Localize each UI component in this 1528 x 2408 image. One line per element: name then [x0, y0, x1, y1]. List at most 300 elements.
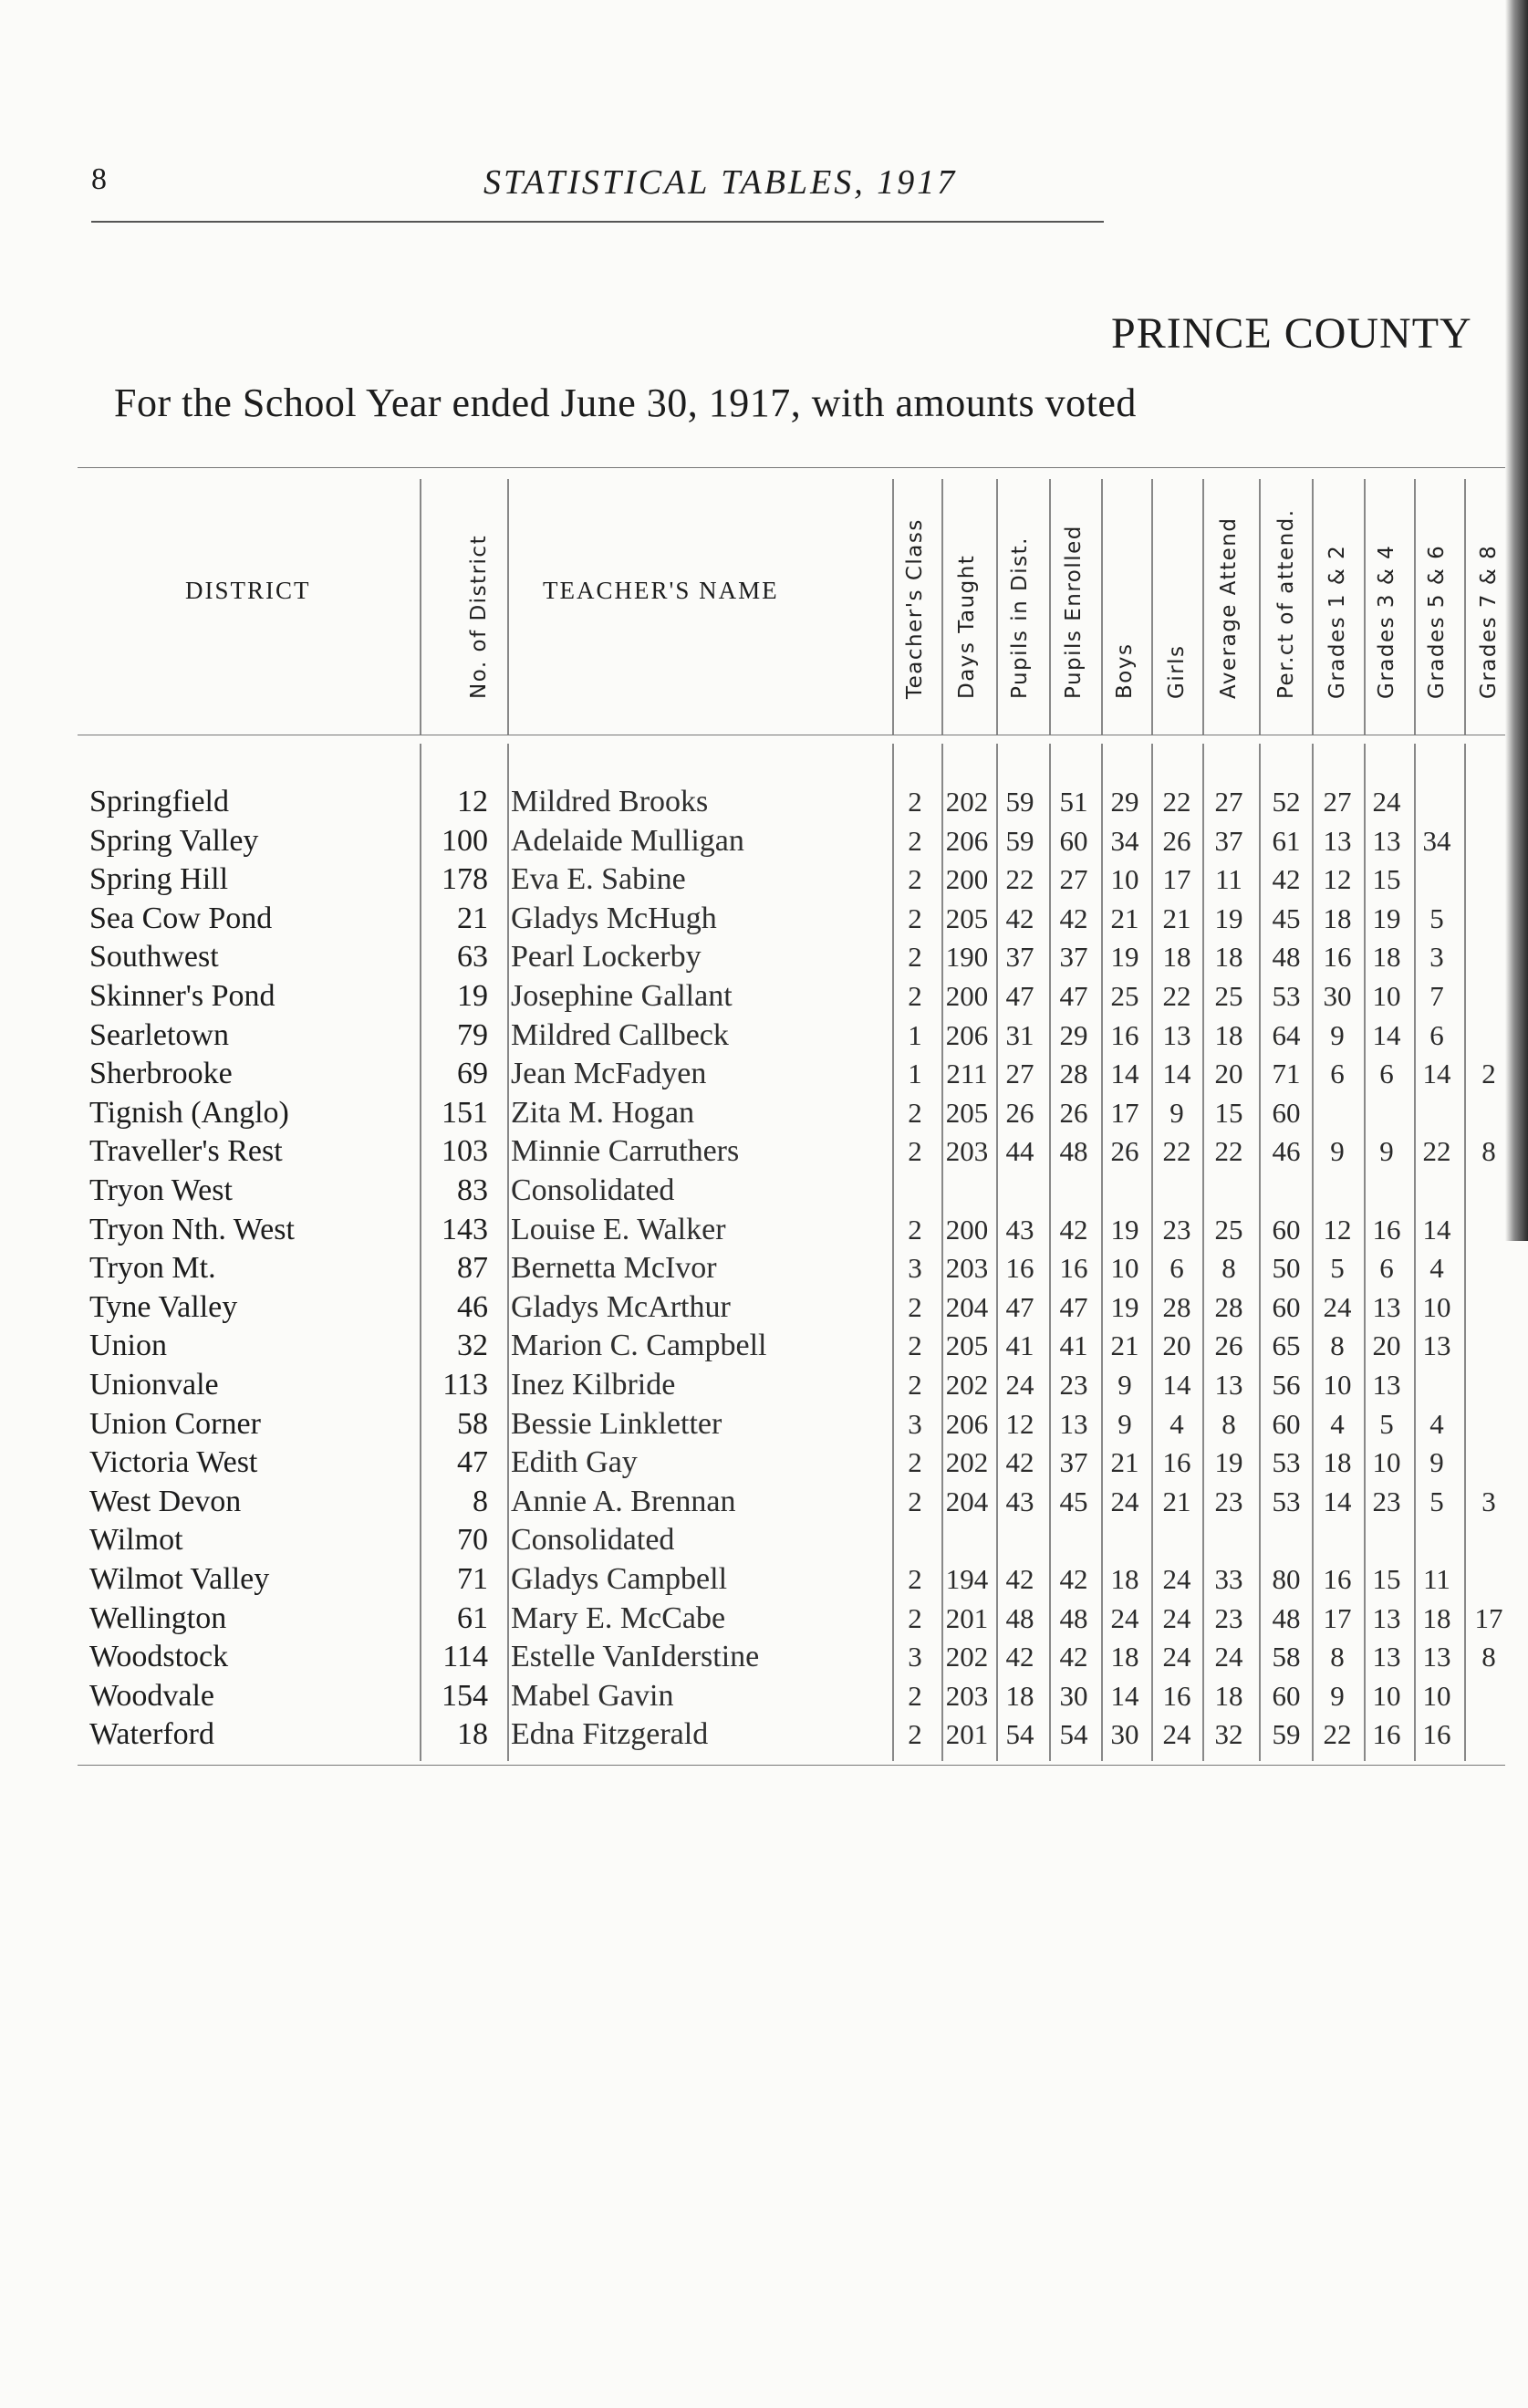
days-taught-cell: 204 — [945, 1290, 989, 1323]
table-bottom-rule — [78, 1765, 1505, 1766]
boys-cell: 21 — [1110, 1329, 1139, 1362]
girls-cell: 22 — [1162, 980, 1191, 1012]
girls-cell: 20 — [1162, 1329, 1191, 1362]
boys-cell: 9 — [1117, 1407, 1132, 1440]
pupils-in-dist-cell: 44 — [1005, 1135, 1034, 1168]
pupils-in-dist-cell: 27 — [1005, 1058, 1034, 1090]
grades-7-8-cell: 8 — [1481, 1135, 1496, 1168]
grades-1-2-cell: 16 — [1323, 1563, 1352, 1595]
percent-attend-cell: 42 — [1272, 863, 1301, 896]
district-cell: Spring Valley — [89, 823, 259, 858]
grades-3-4-cell: 10 — [1372, 1679, 1401, 1712]
teacher-name-cell: Edith Gay — [511, 1445, 638, 1480]
percent-attend-cell: 48 — [1272, 1601, 1301, 1634]
percent-attend-cell: 60 — [1272, 1290, 1301, 1323]
district-cell: Wellington — [89, 1600, 227, 1635]
table-row — [0, 783, 1505, 821]
table-row — [0, 977, 1505, 1016]
grades-5-6-cell: 11 — [1423, 1563, 1450, 1595]
district-cell: Tignish (Anglo) — [89, 1095, 289, 1130]
teacher-name-cell: Josephine Gallant — [511, 979, 733, 1013]
district-number-cell: 8 — [473, 1484, 488, 1518]
boys-cell: 25 — [1110, 980, 1139, 1012]
boys-cell: 14 — [1110, 1058, 1139, 1090]
table-row — [0, 1211, 1505, 1249]
district-number-cell: 47 — [457, 1445, 488, 1480]
table-row — [0, 938, 1505, 976]
teacher-name-cell: Consolidated — [511, 1523, 675, 1558]
girls-cell: 18 — [1162, 941, 1191, 974]
header-no-district: No. of District — [467, 534, 491, 699]
teachers-class-cell: 2 — [908, 1718, 922, 1751]
district-cell: Southwest — [89, 940, 219, 975]
grades-1-2-cell: 8 — [1330, 1329, 1345, 1362]
days-taught-cell: 201 — [945, 1601, 989, 1634]
percent-attend-cell: 45 — [1272, 902, 1301, 934]
pupils-in-dist-cell: 42 — [1005, 1563, 1034, 1595]
grades-5-6-cell: 34 — [1422, 824, 1451, 857]
pupils-in-dist-cell: 59 — [1005, 824, 1034, 857]
table-header — [78, 474, 1505, 735]
table-row — [0, 1288, 1505, 1327]
district-number-cell: 151 — [442, 1095, 488, 1130]
boys-cell: 30 — [1110, 1718, 1139, 1751]
table-row — [0, 1055, 1505, 1093]
grades-3-4-cell: 15 — [1372, 1563, 1401, 1595]
teacher-name-cell: Adelaide Mulligan — [511, 823, 744, 858]
pupils-enrolled-cell: 13 — [1059, 1407, 1088, 1440]
running-head — [91, 162, 1478, 217]
district-number-cell: 79 — [457, 1017, 488, 1052]
pupils-enrolled-cell: 54 — [1059, 1718, 1088, 1751]
grades-1-2-cell: 8 — [1330, 1641, 1345, 1673]
table-subtitle: For the School Year ended June 30, 1917, with amounts voted — [114, 380, 1137, 425]
header-district: DISTRICT — [185, 577, 311, 604]
teachers-class-cell: 2 — [908, 786, 922, 818]
average-attend-cell: 8 — [1221, 1407, 1236, 1440]
percent-attend-cell: 60 — [1272, 1679, 1301, 1712]
header-grades-1-2: Grades 1 & 2 — [1325, 544, 1349, 699]
days-taught-cell: 211 — [946, 1058, 988, 1090]
teachers-class-cell: 2 — [908, 941, 922, 974]
district-cell: Searletown — [89, 1017, 229, 1052]
column-rule — [892, 479, 894, 735]
grades-1-2-cell: 10 — [1323, 1369, 1352, 1401]
percent-attend-cell: 60 — [1272, 1096, 1301, 1129]
district-number-cell: 46 — [457, 1289, 488, 1324]
grades-5-6-cell: 22 — [1422, 1135, 1451, 1168]
district-number-cell: 143 — [442, 1212, 488, 1246]
table-row — [0, 1483, 1505, 1521]
grades-5-6-cell: 10 — [1422, 1679, 1451, 1712]
teachers-class-cell: 1 — [908, 1058, 922, 1090]
table-row — [0, 1521, 1505, 1559]
teachers-class-cell: 2 — [908, 1369, 922, 1401]
girls-cell: 26 — [1162, 824, 1191, 857]
district-cell: Tryon West — [89, 1173, 233, 1207]
district-number-cell: 21 — [457, 901, 488, 935]
boys-cell: 16 — [1110, 1018, 1139, 1051]
grades-1-2-cell: 4 — [1330, 1407, 1345, 1440]
district-cell: Union Corner — [89, 1406, 261, 1441]
grades-3-4-cell: 16 — [1372, 1213, 1401, 1246]
boys-cell: 19 — [1110, 1213, 1139, 1246]
pupils-in-dist-cell: 24 — [1005, 1369, 1034, 1401]
district-cell: Tryon Nth. West — [89, 1212, 295, 1246]
grades-7-8-cell: 3 — [1481, 1485, 1496, 1517]
percent-attend-cell: 80 — [1272, 1563, 1301, 1595]
grades-3-4-cell: 10 — [1372, 980, 1401, 1012]
grades-3-4-cell: 14 — [1372, 1018, 1401, 1051]
district-cell: Sea Cow Pond — [89, 901, 273, 935]
average-attend-cell: 20 — [1214, 1058, 1243, 1090]
girls-cell: 6 — [1169, 1252, 1184, 1285]
district-number-cell: 87 — [457, 1251, 488, 1286]
teachers-class-cell: 2 — [908, 1446, 922, 1479]
grades-3-4-cell: 20 — [1372, 1329, 1401, 1362]
district-number-cell: 83 — [457, 1173, 488, 1207]
boys-cell: 26 — [1110, 1135, 1139, 1168]
district-number-cell: 61 — [457, 1600, 488, 1635]
district-cell: Tyne Valley — [89, 1289, 238, 1324]
days-taught-cell: 202 — [945, 1369, 989, 1401]
header-percent-attend: Per.ct of attend. — [1274, 508, 1298, 699]
percent-attend-cell: 46 — [1272, 1135, 1301, 1168]
grades-1-2-cell: 5 — [1330, 1252, 1345, 1285]
grades-1-2-cell: 16 — [1323, 941, 1352, 974]
girls-cell: 23 — [1162, 1213, 1191, 1246]
column-rule — [1414, 479, 1416, 735]
table-row — [0, 1405, 1505, 1444]
grades-5-6-cell: 18 — [1422, 1601, 1451, 1634]
percent-attend-cell: 58 — [1272, 1641, 1301, 1673]
grades-5-6-cell: 4 — [1429, 1407, 1444, 1440]
pupils-enrolled-cell: 48 — [1059, 1135, 1088, 1168]
header-average-attend: Average Attend — [1217, 516, 1241, 699]
average-attend-cell: 32 — [1214, 1718, 1243, 1751]
column-rule — [1464, 479, 1466, 735]
district-number-cell: 178 — [442, 862, 488, 897]
average-attend-cell: 18 — [1214, 941, 1243, 974]
district-number-cell: 103 — [442, 1134, 488, 1169]
header-grades-5-6: Grades 5 & 6 — [1425, 544, 1449, 699]
pupils-enrolled-cell: 37 — [1059, 1446, 1088, 1479]
days-taught-cell: 203 — [945, 1679, 989, 1712]
table-row — [0, 1132, 1505, 1171]
pupils-enrolled-cell: 47 — [1059, 980, 1088, 1012]
district-cell: Unionvale — [89, 1368, 219, 1402]
pupils-in-dist-cell: 42 — [1005, 1641, 1034, 1673]
teacher-name-cell: Louise E. Walker — [511, 1212, 726, 1246]
boys-cell: 34 — [1110, 824, 1139, 857]
teacher-name-cell: Mildred Brooks — [511, 785, 709, 818]
district-number-cell: 63 — [457, 940, 488, 975]
teacher-name-cell: Gladys McHugh — [511, 901, 717, 935]
teacher-name-cell: Minnie Carruthers — [511, 1134, 740, 1169]
district-number-cell: 58 — [457, 1406, 488, 1441]
column-rule — [996, 479, 998, 735]
district-cell: Wilmot — [89, 1523, 183, 1558]
grades-7-8-cell: 2 — [1481, 1058, 1496, 1090]
teacher-name-cell: Inez Kilbride — [511, 1368, 676, 1402]
teacher-name-cell: Bessie Linkletter — [511, 1406, 722, 1441]
percent-attend-cell: 56 — [1272, 1369, 1301, 1401]
pupils-in-dist-cell: 12 — [1005, 1407, 1034, 1440]
district-number-cell: 114 — [442, 1640, 488, 1674]
teachers-class-cell: 2 — [908, 1601, 922, 1634]
top-rule — [91, 221, 1104, 223]
column-rule — [1151, 479, 1153, 735]
percent-attend-cell: 64 — [1272, 1018, 1301, 1051]
district-cell: Waterford — [89, 1717, 214, 1752]
pupils-in-dist-cell: 59 — [1005, 786, 1034, 818]
average-attend-cell: 25 — [1214, 1213, 1243, 1246]
days-taught-cell: 201 — [945, 1718, 989, 1751]
header-grades-7-8: Grades 7 & 8 — [1477, 544, 1501, 699]
average-attend-cell: 23 — [1214, 1485, 1243, 1517]
grades-1-2-cell: 9 — [1330, 1018, 1345, 1051]
average-attend-cell: 15 — [1214, 1096, 1243, 1129]
grades-3-4-cell: 19 — [1372, 902, 1401, 934]
pupils-in-dist-cell: 22 — [1005, 863, 1034, 896]
teachers-class-cell: 2 — [908, 1679, 922, 1712]
teacher-name-cell: Gladys McArthur — [511, 1289, 731, 1324]
teacher-name-cell: Zita M. Hogan — [511, 1095, 695, 1130]
column-rule — [1202, 479, 1204, 735]
days-taught-cell: 200 — [945, 863, 989, 896]
table-row — [0, 1715, 1505, 1754]
pupils-enrolled-cell: 45 — [1059, 1485, 1088, 1517]
grades-1-2-cell: 6 — [1330, 1058, 1345, 1090]
grades-5-6-cell: 9 — [1429, 1446, 1444, 1479]
average-attend-cell: 8 — [1221, 1252, 1236, 1285]
header-boys: Boys — [1113, 642, 1137, 699]
pupils-enrolled-cell: 16 — [1059, 1252, 1088, 1285]
table-row — [0, 1172, 1505, 1210]
average-attend-cell: 18 — [1214, 1018, 1243, 1051]
girls-cell: 24 — [1162, 1563, 1191, 1595]
pupils-in-dist-cell: 26 — [1005, 1096, 1034, 1129]
girls-cell: 21 — [1162, 902, 1191, 934]
days-taught-cell: 202 — [945, 1446, 989, 1479]
days-taught-cell: 205 — [945, 1329, 989, 1362]
grades-5-6-cell: 5 — [1429, 902, 1444, 934]
teachers-class-cell: 3 — [908, 1641, 922, 1673]
boys-cell: 29 — [1110, 786, 1139, 818]
pupils-enrolled-cell: 26 — [1059, 1096, 1088, 1129]
pupils-enrolled-cell: 42 — [1059, 1563, 1088, 1595]
girls-cell: 24 — [1162, 1601, 1191, 1634]
table-row — [0, 1094, 1505, 1132]
table-row — [0, 1366, 1505, 1404]
teachers-class-cell: 1 — [908, 1018, 922, 1051]
percent-attend-cell: 59 — [1272, 1718, 1301, 1751]
pupils-enrolled-cell: 42 — [1059, 1213, 1088, 1246]
header-girls: Girls — [1165, 644, 1189, 699]
days-taught-cell: 203 — [945, 1135, 989, 1168]
district-number-cell: 19 — [457, 979, 488, 1013]
grades-5-6-cell: 14 — [1422, 1058, 1451, 1090]
grades-5-6-cell: 13 — [1422, 1641, 1451, 1673]
header-grades-3-4: Grades 3 & 4 — [1375, 544, 1398, 699]
pupils-enrolled-cell: 42 — [1059, 902, 1088, 934]
pupils-enrolled-cell: 27 — [1059, 863, 1088, 896]
district-cell: Spring Hill — [89, 862, 229, 897]
table-row — [0, 1249, 1505, 1287]
boys-cell: 24 — [1110, 1485, 1139, 1517]
pupils-enrolled-cell: 28 — [1059, 1058, 1088, 1090]
average-attend-cell: 24 — [1214, 1641, 1243, 1673]
grades-3-4-cell: 15 — [1372, 863, 1401, 896]
pupils-in-dist-cell: 41 — [1005, 1329, 1034, 1362]
average-attend-cell: 37 — [1214, 824, 1243, 857]
percent-attend-cell: 48 — [1272, 941, 1301, 974]
grades-1-2-cell: 27 — [1323, 786, 1352, 818]
teacher-name-cell: Bernetta McIvor — [511, 1251, 717, 1286]
grades-3-4-cell: 9 — [1379, 1135, 1394, 1168]
pupils-enrolled-cell: 60 — [1059, 824, 1088, 857]
column-rule — [1259, 479, 1261, 735]
district-cell: Tryon Mt. — [89, 1251, 216, 1286]
grades-7-8-cell: 17 — [1474, 1601, 1503, 1634]
teachers-class-cell: 3 — [908, 1252, 922, 1285]
teacher-name-cell: Estelle VanIderstine — [511, 1640, 760, 1674]
grades-3-4-cell: 16 — [1372, 1718, 1401, 1751]
column-rule — [420, 479, 421, 735]
boys-cell: 9 — [1117, 1369, 1132, 1401]
pupils-enrolled-cell: 30 — [1059, 1679, 1088, 1712]
teacher-name-cell: Eva E. Sabine — [511, 862, 686, 897]
days-taught-cell: 206 — [945, 1018, 989, 1051]
column-rule — [941, 479, 943, 735]
days-taught-cell: 206 — [945, 1407, 989, 1440]
teacher-name-cell: Annie A. Brennan — [511, 1484, 736, 1518]
grades-5-6-cell: 6 — [1429, 1018, 1444, 1051]
district-number-cell: 70 — [457, 1523, 488, 1558]
girls-cell: 13 — [1162, 1018, 1191, 1051]
percent-attend-cell: 65 — [1272, 1329, 1301, 1362]
header-pupils-enrolled: Pupils Enrolled — [1062, 525, 1086, 699]
boys-cell: 10 — [1110, 863, 1139, 896]
boys-cell: 17 — [1110, 1096, 1139, 1129]
average-attend-cell: 22 — [1214, 1135, 1243, 1168]
percent-attend-cell: 50 — [1272, 1252, 1301, 1285]
average-attend-cell: 19 — [1214, 902, 1243, 934]
pupils-enrolled-cell: 42 — [1059, 1641, 1088, 1673]
teacher-name-cell: Marion C. Campbell — [511, 1329, 767, 1363]
grades-3-4-cell: 24 — [1372, 786, 1401, 818]
district-number-cell: 71 — [457, 1562, 488, 1596]
percent-attend-cell: 53 — [1272, 980, 1301, 1012]
grades-3-4-cell: 13 — [1372, 1641, 1401, 1673]
grades-5-6-cell: 14 — [1422, 1213, 1451, 1246]
percent-attend-cell: 53 — [1272, 1485, 1301, 1517]
average-attend-cell: 18 — [1214, 1679, 1243, 1712]
column-rule — [1049, 479, 1051, 735]
grades-7-8-cell: 8 — [1481, 1641, 1496, 1673]
teachers-class-cell: 2 — [908, 1290, 922, 1323]
average-attend-cell: 23 — [1214, 1601, 1243, 1634]
pupils-in-dist-cell: 37 — [1005, 941, 1034, 974]
district-cell: Wilmot Valley — [89, 1562, 270, 1596]
table-row — [0, 1677, 1505, 1715]
days-taught-cell: 194 — [945, 1563, 989, 1595]
district-number-cell: 32 — [457, 1329, 488, 1363]
girls-cell: 4 — [1169, 1407, 1184, 1440]
district-cell: Traveller's Rest — [89, 1134, 283, 1169]
table-row — [0, 1560, 1505, 1599]
boys-cell: 24 — [1110, 1601, 1139, 1634]
grades-1-2-cell: 14 — [1323, 1485, 1352, 1517]
pupils-in-dist-cell: 47 — [1005, 980, 1034, 1012]
teacher-name-cell: Pearl Lockerby — [511, 940, 702, 975]
boys-cell: 21 — [1110, 1446, 1139, 1479]
teacher-name-cell: Edna Fitzgerald — [511, 1717, 709, 1752]
district-number-cell: 69 — [457, 1057, 488, 1091]
table-row — [0, 900, 1505, 938]
boys-cell: 19 — [1110, 1290, 1139, 1323]
pupils-enrolled-cell: 23 — [1059, 1369, 1088, 1401]
average-attend-cell: 27 — [1214, 786, 1243, 818]
girls-cell: 9 — [1169, 1096, 1184, 1129]
grades-3-4-cell: 6 — [1379, 1058, 1394, 1090]
pupils-enrolled-cell: 47 — [1059, 1290, 1088, 1323]
teachers-class-cell: 2 — [908, 1135, 922, 1168]
grades-1-2-cell: 9 — [1330, 1679, 1345, 1712]
pupils-in-dist-cell: 42 — [1005, 1446, 1034, 1479]
days-taught-cell: 203 — [945, 1252, 989, 1285]
average-attend-cell: 28 — [1214, 1290, 1243, 1323]
district-number-cell: 154 — [442, 1678, 488, 1713]
grades-3-4-cell: 13 — [1372, 824, 1401, 857]
teachers-class-cell: 2 — [908, 1213, 922, 1246]
table-row — [0, 1638, 1505, 1676]
days-taught-cell: 202 — [945, 786, 989, 818]
days-taught-cell: 200 — [945, 1213, 989, 1246]
percent-attend-cell: 60 — [1272, 1213, 1301, 1246]
percent-attend-cell: 71 — [1272, 1058, 1301, 1090]
column-rule — [1312, 479, 1314, 735]
district-number-cell: 18 — [457, 1717, 488, 1752]
girls-cell: 22 — [1162, 1135, 1191, 1168]
girls-cell: 22 — [1162, 786, 1191, 818]
percent-attend-cell: 53 — [1272, 1446, 1301, 1479]
days-taught-cell: 205 — [945, 1096, 989, 1129]
boys-cell: 18 — [1110, 1563, 1139, 1595]
girls-cell: 17 — [1162, 863, 1191, 896]
teachers-class-cell: 2 — [908, 1485, 922, 1517]
page-number: 8 — [91, 162, 107, 196]
grades-1-2-cell: 9 — [1330, 1135, 1345, 1168]
average-attend-cell: 13 — [1214, 1369, 1243, 1401]
district-cell: Skinner's Pond — [89, 979, 275, 1013]
teachers-class-cell: 2 — [908, 980, 922, 1012]
grades-5-6-cell: 7 — [1429, 980, 1444, 1012]
district-number-cell: 113 — [442, 1368, 488, 1402]
girls-cell: 14 — [1162, 1369, 1191, 1401]
table-row — [0, 1600, 1505, 1638]
grades-1-2-cell: 24 — [1323, 1290, 1352, 1323]
pupils-in-dist-cell: 18 — [1005, 1679, 1034, 1712]
grades-3-4-cell: 13 — [1372, 1369, 1401, 1401]
grades-1-2-cell: 18 — [1323, 902, 1352, 934]
grades-5-6-cell: 10 — [1422, 1290, 1451, 1323]
percent-attend-cell: 61 — [1272, 824, 1301, 857]
teacher-name-cell: Mabel Gavin — [511, 1678, 674, 1713]
average-attend-cell: 19 — [1214, 1446, 1243, 1479]
grades-3-4-cell: 5 — [1379, 1407, 1394, 1440]
pupils-in-dist-cell: 42 — [1005, 902, 1034, 934]
